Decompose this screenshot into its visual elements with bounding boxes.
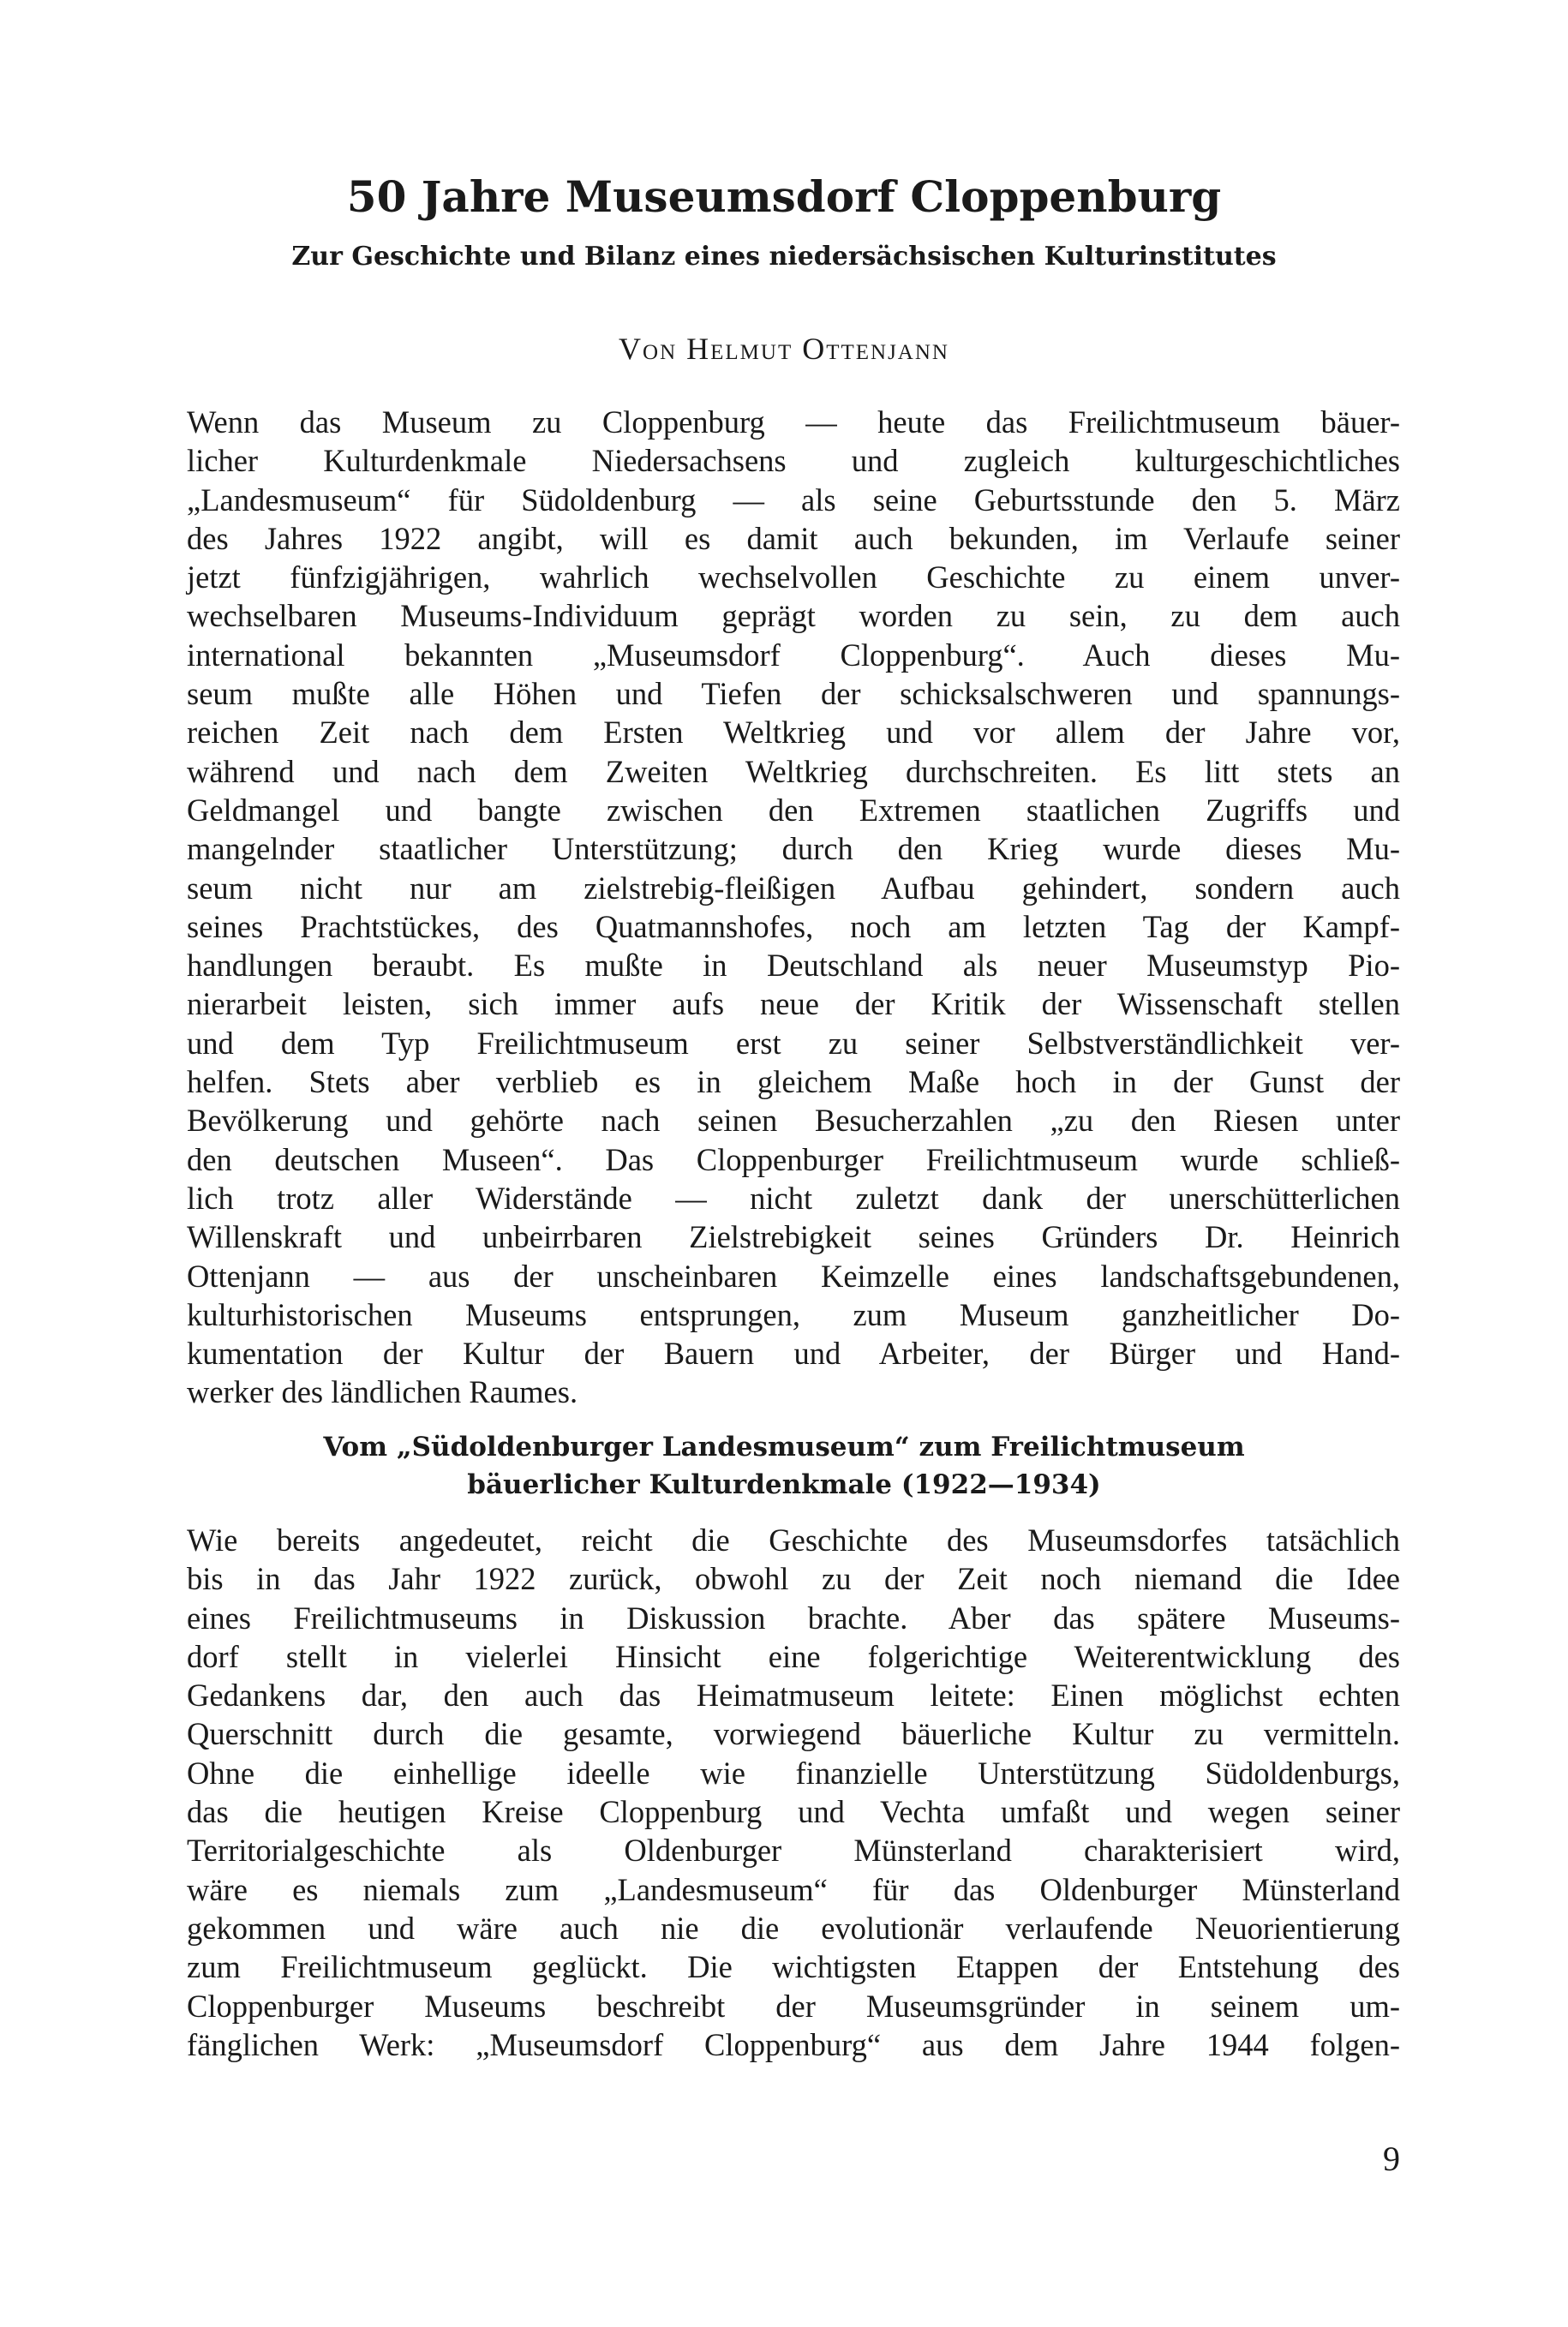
page-number: 9 (1383, 2139, 1400, 2178)
text-line: Geldmangel und bangte zwischen den Extremen staatlichen Zugriffs und (187, 792, 1400, 828)
text-line: bis in das Jahr 1922 zurück, obwohl zu der Zeit noch niemand die Idee (187, 1561, 1400, 1597)
text-line: Querschnitt durch die gesamte, vorwiegend bäuerliche Kultur zu vermitteln. (187, 1716, 1400, 1752)
article-author: Von Helmut Ottenjann (619, 332, 949, 366)
text-line: während und nach dem Zweiten Weltkrieg durchschreiten. Es litt stets an (187, 753, 1400, 789)
text-line: Willenskraft und unbeirrbaren Zielstrebigkeit seines Gründers Dr. Heinrich (187, 1219, 1400, 1255)
text-line: Ottenjann — aus der unscheinbaren Keimzelle eines landschaftsgebundenen, (187, 1258, 1400, 1294)
text-line: seum mußte alle Höhen und Tiefen der schicksalschweren und spannungs- (187, 676, 1400, 712)
article-subtitle: Zur Geschichte und Bilanz eines niedersächsischen Kulturinstitutes (291, 242, 1277, 272)
text-line: zum Freilichtmuseum geglückt. Die wichtigsten Etappen der Entstehung des (187, 1949, 1400, 1985)
text-line: wechselbaren Museums-Individuum geprägt worden zu sein, zu dem auch (187, 598, 1400, 634)
text-line: jetzt fünfzigjährigen, wahrlich wechselvollen Geschichte zu einem unver- (187, 559, 1400, 595)
text-line: „Landesmuseum“ für Südoldenburg — als seine Geburtsstunde den 5. März (187, 482, 1400, 517)
text-line: gekommen und wäre auch nie die evolutionär verlaufende Neuorientierung (187, 1910, 1400, 1946)
text-line: Territorialgeschichte als Oldenburger Münsterland charakterisiert wird, (187, 1833, 1400, 1869)
text-line: werker des ländlichen Raumes. (187, 1374, 578, 1410)
text-line: seines Prachtstückes, des Quatmannshofes, noch am letzten Tag der Kampf- (187, 908, 1400, 944)
text-line: reichen Zeit nach dem Ersten Weltkrieg und vor allem der Jahre vor, (187, 715, 1400, 751)
text-line: und dem Typ Freilichtmuseum erst zu seiner Selbstverständlichkeit ver- (187, 1025, 1400, 1061)
text-line: eines Freilichtmuseums in Diskussion brachte. Aber das spätere Museums- (187, 1600, 1400, 1636)
text-line: Bevölkerung und gehörte nach seinen Besucherzahlen „zu den Riesen unter (187, 1103, 1400, 1139)
text-line: kumentation der Kultur der Bauern und Arbeiter, der Bürger und Hand- (187, 1336, 1400, 1372)
text-line: Gedankens dar, den auch das Heimatmuseum leitete: Einen möglichst echten (187, 1678, 1400, 1714)
text-line: handlungen beraubt. Es mußte in Deutschland als neuer Museumstyp Pio- (187, 948, 1400, 984)
text-line: wäre es niemals zum „Landesmuseum“ für das Oldenburger Münsterland (187, 1871, 1400, 1907)
text-line: seum nicht nur am zielstrebig-fleißigen Aufbau gehindert, sondern auch (187, 870, 1400, 906)
section-heading-line: bäuerlicher Kulturdenkmale (1922—1934) (467, 1469, 1101, 1500)
text-line: licher Kulturdenkmale Niedersachsens und zugleich kulturgeschichtliches (187, 443, 1400, 479)
text-line: helfen. Stets aber verblieb es in gleichem Maße hoch in der Gunst der (187, 1064, 1400, 1100)
text-line: international bekannten „Museumsdorf Cloppenburg“. Auch dieses Mu- (187, 637, 1400, 673)
section-heading-line: Vom „Südoldenburger Landesmuseum“ zum Freilichtmuseum (323, 1432, 1245, 1463)
section-heading (184, 1428, 1384, 1504)
text-line: dorf stellt in vielerlei Hinsicht eine folgerichtige Weiterentwicklung des (187, 1638, 1400, 1674)
text-line: lich trotz aller Widerstände — nicht zuletzt dank der unerschütterlichen (187, 1180, 1400, 1216)
text-line: den deutschen Museen“. Das Cloppenburger Freilichtmuseum wurde schließ- (187, 1141, 1400, 1177)
text-line: Wenn das Museum zu Cloppenburg — heute das Freilichtmuseum bäuer- (187, 404, 1400, 440)
text-line: fänglichen Werk: „Museumsdorf Cloppenburg“ aus dem Jahre 1944 folgen- (187, 2026, 1400, 2062)
text-line: Wie bereits angedeutet, reicht die Geschichte des Museumsdorfes tatsächlich (187, 1522, 1400, 1558)
body-paragraph-history (187, 1521, 1400, 2064)
text-line: des Jahres 1922 angibt, will es damit auch bekunden, im Verlaufe seiner (187, 520, 1400, 556)
text-line: Ohne die einhellige ideelle wie finanzielle Unterstützung Südoldenburgs, (187, 1755, 1400, 1791)
text-line: nierarbeit leisten, sich immer aufs neue der Kritik der Wissenschaft stellen (187, 986, 1400, 1022)
body-paragraph-intro (187, 403, 1400, 1412)
text-line: kulturhistorischen Museums entsprungen, zum Museum ganzheitlicher Do- (187, 1296, 1400, 1332)
text-line: das die heutigen Kreise Cloppenburg und Vechta umfaßt und wegen seiner (187, 1794, 1400, 1830)
text-line: Cloppenburger Museums beschreibt der Museumsgründer in seinem um- (187, 1988, 1400, 2024)
article-title: 50 Jahre Museumsdorf Cloppenburg (346, 171, 1222, 222)
text-line: mangelnder staatlicher Unterstützung; durch den Krieg wurde dieses Mu- (187, 831, 1400, 867)
